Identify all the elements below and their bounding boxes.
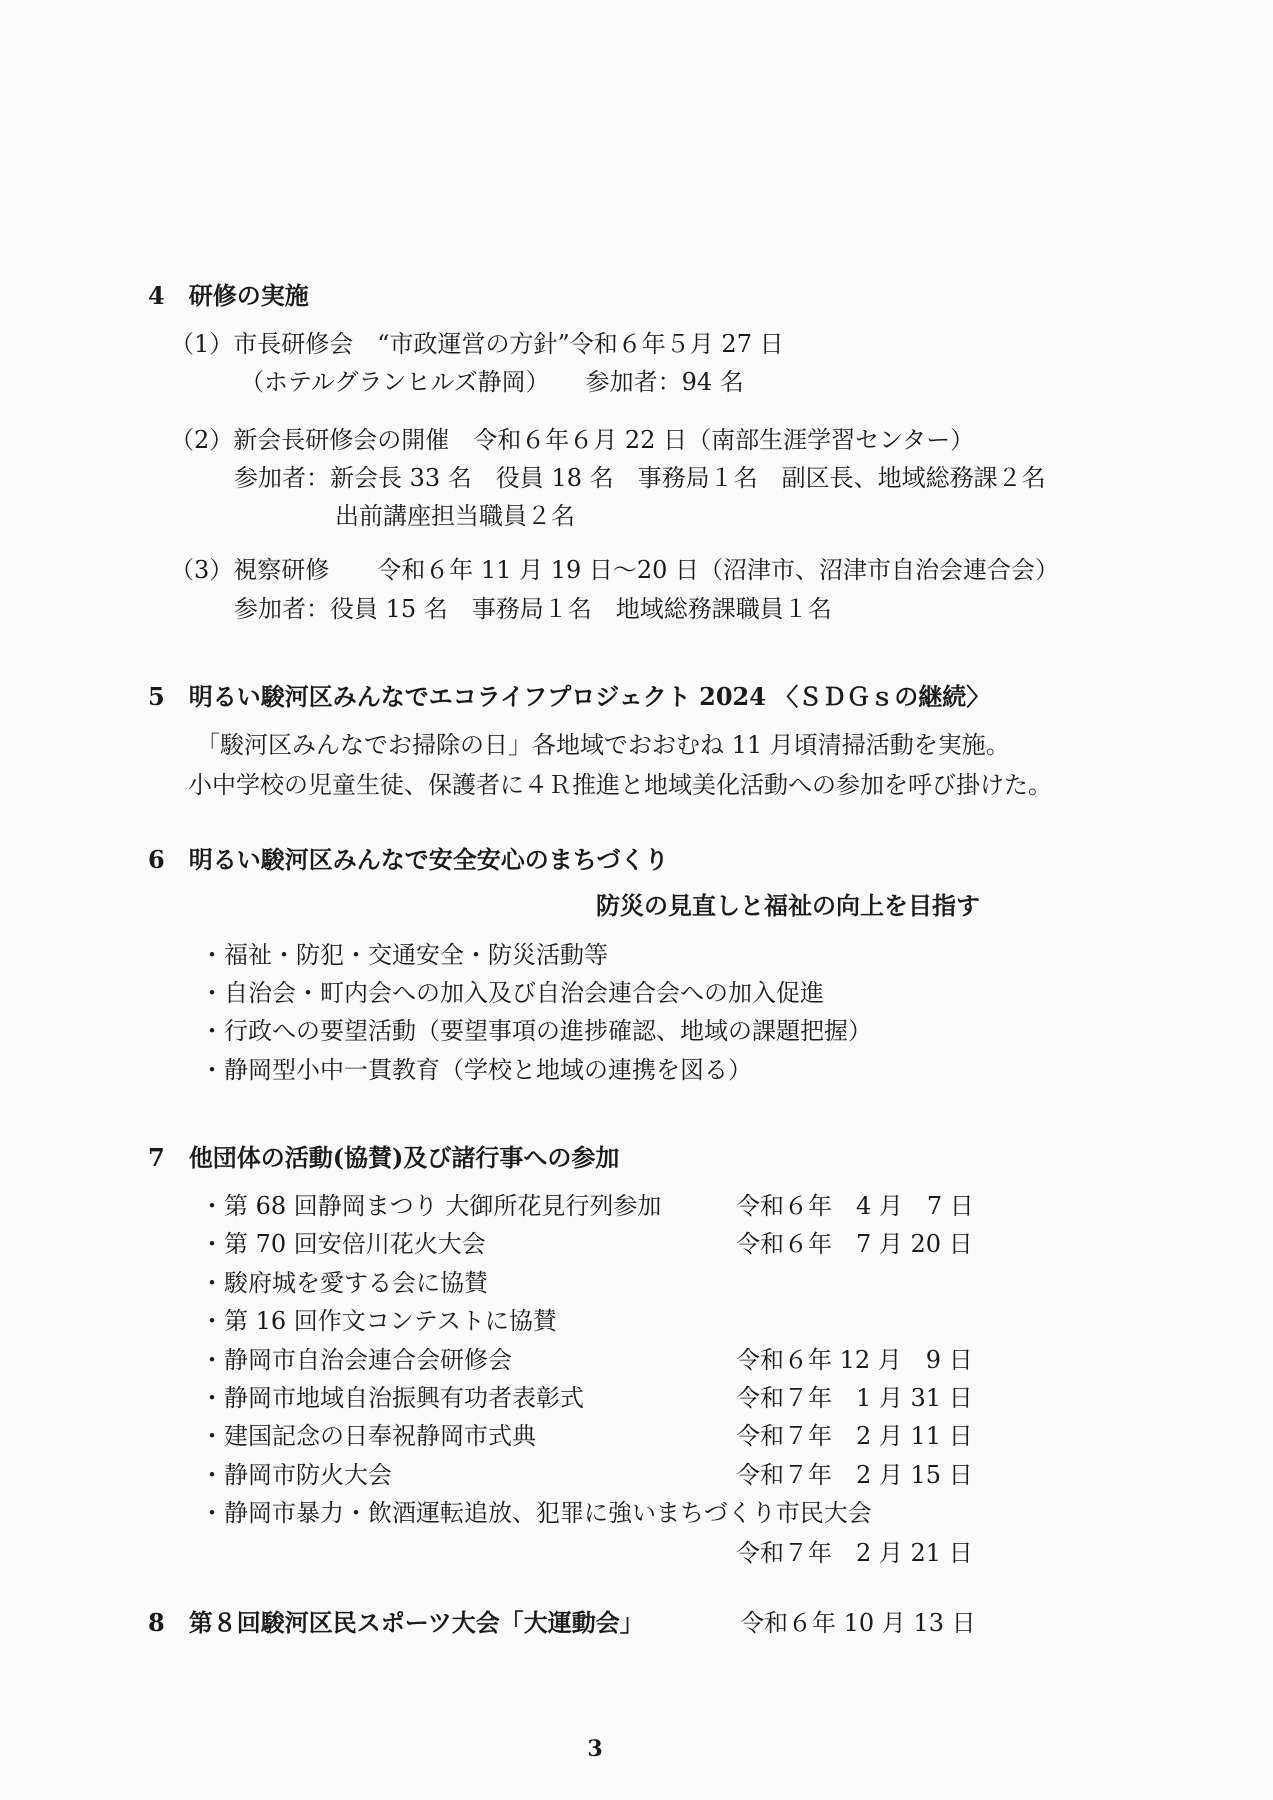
event-name: ・第 16 回作文コンテストに協賛 — [200, 1307, 557, 1335]
event-name: ・静岡市防火大会 — [200, 1461, 392, 1489]
section-6-subheading: 防災の見直しと福祉の向上を目指す — [596, 891, 980, 920]
event-name: ・駿府城を愛する会に協賛 — [200, 1269, 488, 1297]
training-item-2-participants: 参加者：新会長 33 名 役員 18 名 事務局１名 副区長、地域総務課２名 — [234, 464, 1046, 492]
training-item-3: （3）視察研修 令和６年 11 月 19 日～20 日（沼津市、沼津市自治会連合会） — [170, 556, 1060, 584]
event-date: 令和７年 2 月 15 日 — [736, 1461, 973, 1489]
section-5-heading: 5 明るい駿河区みんなでエコライフプロジェクト 2024 〈ＳＤＧｓの継続〉 — [148, 682, 991, 711]
event-name: ・第 70 回安倍川花火大会 — [200, 1230, 486, 1258]
event-name: ・静岡市暴力・飲酒運転追放、犯罪に強いまちづくり市民大会 — [200, 1499, 872, 1527]
section-5-line-1: 「駿河区みんなでお掃除の日」各地域でおおむね 11 月頃清掃活動を実施。 — [196, 731, 1010, 759]
section-6-heading: 6 明るい駿河区みんなで安全安心のまちづくり — [148, 845, 669, 874]
list-item: ・福祉・防犯・交通安全・防災活動等 — [200, 941, 608, 969]
event-date: 令和６年 4 月 7 日 — [736, 1192, 974, 1220]
event-date: 令和６年 10 月 13 日 — [740, 1609, 976, 1637]
training-item-3-participants: 参加者：役員 15 名 事務局１名 地域総務課職員１名 — [234, 595, 832, 623]
event-date: 令和７年 2 月 11 日 — [736, 1422, 973, 1450]
event-name: ・静岡市自治会連合会研修会 — [200, 1346, 512, 1374]
training-item-2-participants-cont: 出前講座担当職員２名 — [335, 502, 575, 530]
page-number: 3 — [587, 1736, 603, 1762]
training-item-2: （2）新会長研修会の開催 令和６年６月 22 日（南部生涯学習センター） — [170, 426, 975, 454]
section-5-line-2: 小中学校の児童生徒、保護者に４Ｒ推進と地域美化活動への参加を呼び掛けた。 — [188, 771, 1052, 799]
event-name: ・第 68 回静岡まつり 大御所花見行列参加 — [200, 1192, 662, 1220]
list-item: ・自治会・町内会への加入及び自治会連合会への加入促進 — [200, 979, 824, 1007]
section-4-heading: 4 研修の実施 — [148, 281, 309, 310]
section-8-heading: 8 第８回駿河区民スポーツ大会「大運動会」 — [148, 1608, 644, 1637]
training-item-1-detail: （ホテルグランヒルズ静岡） 参加者：94 名 — [240, 368, 744, 396]
training-item-1: （1）市長研修会 “市政運営の方針”令和６年５月 27 日 — [170, 330, 784, 358]
section-7-heading: 7 他団体の活動(協賛)及び諸行事への参加 — [148, 1143, 620, 1172]
event-name: ・建国記念の日奉祝静岡市式典 — [200, 1422, 536, 1450]
event-date: 令和６年 7 月 20 日 — [736, 1230, 973, 1258]
event-date: 令和６年 12 月 9 日 — [736, 1346, 973, 1374]
event-date: 令和７年 1 月 31 日 — [736, 1384, 973, 1412]
list-item: ・静岡型小中一貫教育（学校と地域の連携を図る） — [200, 1056, 752, 1084]
list-item: ・行政への要望活動（要望事項の進捗確認、地域の課題把握） — [200, 1017, 872, 1045]
event-date: 令和７年 2 月 21 日 — [736, 1539, 973, 1567]
event-name: ・静岡市地域自治振興有功者表彰式 — [200, 1384, 584, 1412]
